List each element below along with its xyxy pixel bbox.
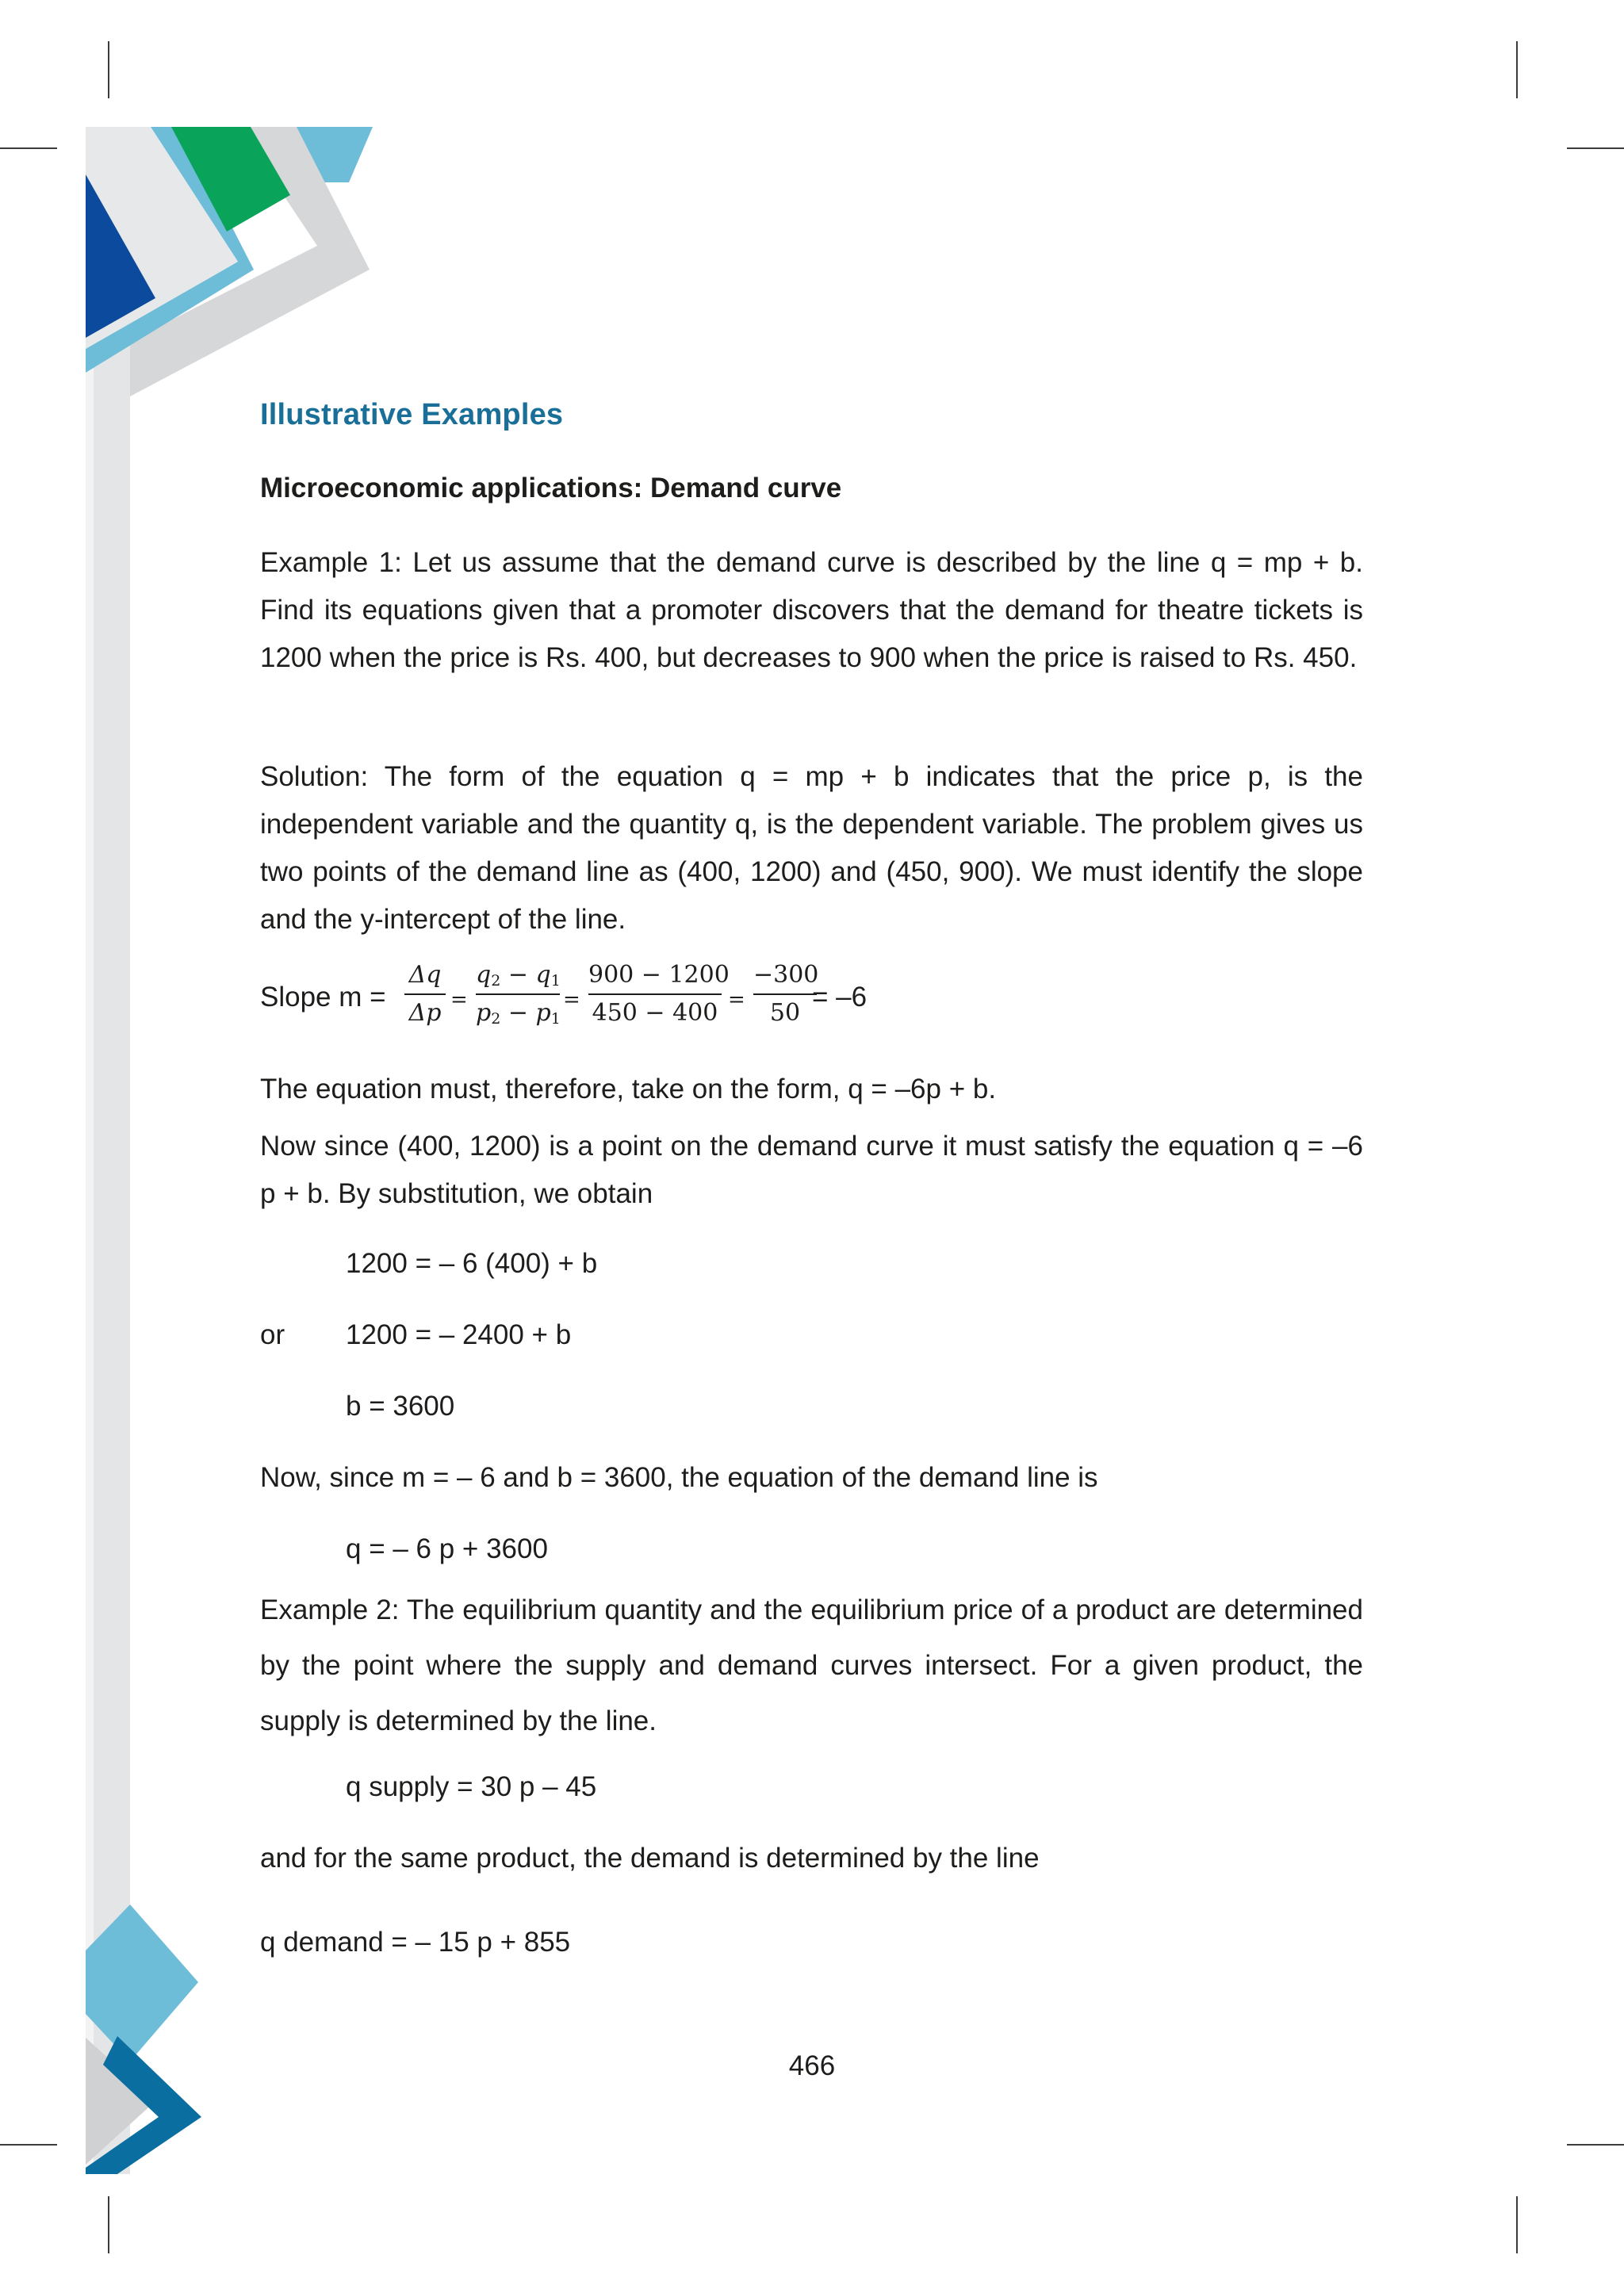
section-heading: Illustrative Examples (260, 398, 564, 431)
page-number: 466 (788, 2050, 836, 2081)
var-q: q (535, 961, 551, 989)
crop-mark (1567, 2144, 1624, 2146)
crop-mark (0, 2144, 57, 2146)
light-blue-diagonal (86, 127, 254, 373)
example1-problem: Example 1: Let us assume that the demand curve is described by the line q = mp + b. Find its equations given that a promoter discovers that the demand for theatre tickets is 1200 when the price is Rs. 400, but decreases to 900 when the price is raised to Rs. 450. (260, 547, 1363, 673)
slope-formula (260, 959, 1053, 1039)
demand-line-equation: q = – 6 p + 3600 (346, 1533, 548, 1564)
fraction-denominator: 450 − 400 (592, 999, 718, 1027)
var-q: q (476, 961, 492, 989)
fraction-delta (404, 959, 446, 1029)
green-shape (171, 127, 290, 232)
dark-blue-triangle (86, 174, 155, 338)
subscript: 1 (550, 1010, 561, 1028)
equals-sign: = (728, 988, 745, 1012)
supply-equation: q supply = 30 p – 45 (346, 1771, 597, 1802)
conclusion-text: Now, since m = – 6 and b = 3600, the equation of the demand line is (260, 1462, 1098, 1493)
light-blue-corner (297, 127, 373, 182)
fraction-points (476, 959, 560, 1029)
substitution-text: Now since (400, 1200) is a point on the demand curve it must satisfy the equation q = –6 p + b. By substitution, we obtain (260, 1131, 1363, 1209)
light-blue-diamond (86, 1904, 198, 2061)
fraction-numerator: Δq (408, 961, 442, 989)
equals-sign: = (450, 988, 468, 1012)
light-grey-panel (86, 127, 238, 349)
fraction-simplified (753, 959, 817, 1029)
subsection-heading: Microeconomic applications: Demand curve (260, 473, 842, 503)
crop-mark (1567, 147, 1624, 149)
crop-mark (108, 41, 109, 98)
fraction-denominator: 50 (769, 999, 801, 1027)
fraction-denominator: Δp (408, 999, 442, 1027)
minus: − (500, 999, 536, 1027)
crop-mark (1516, 41, 1518, 98)
demand-intro-text: and for the same product, the demand is determined by the line (260, 1843, 1040, 1874)
subscript: 2 (491, 972, 501, 990)
grey-diagonal (130, 127, 370, 396)
var-p: p (535, 999, 551, 1027)
slope-result: = –6 (812, 982, 868, 1013)
slope-label: Slope m = (260, 982, 386, 1013)
form-line: The equation must, therefore, take on the form, q = –6p + b. (260, 1074, 997, 1104)
example2-problem: Example 2: The equilibrium quantity and the equilibrium price of a product are determined by the point where the supply and demand curves intersect. For a given product, the supply is determined by the line. (260, 1594, 1363, 1736)
equation-step-1: 1200 = – 6 (400) + b (346, 1248, 598, 1279)
example1-solution: Solution: The form of the equation q = mp + b indicates that the price p, is the independent variable and the quantity q, is the dependent variable. The problem gives us two points of the demand line as (400, 1200) and (450, 900). We must identify the slope and the y-intercept of the line. (260, 761, 1363, 935)
crop-mark (0, 147, 57, 149)
fraction-values (588, 959, 730, 1029)
var-p: p (476, 999, 492, 1027)
white-side-strip (86, 127, 94, 2174)
equals-sign: = (563, 988, 580, 1012)
or-label: or (260, 1319, 285, 1350)
subscript: 1 (550, 972, 561, 990)
crop-mark (108, 2196, 109, 2253)
fraction-numerator: −300 (753, 961, 819, 989)
minus: − (500, 961, 536, 989)
crop-mark (1516, 2196, 1518, 2253)
demand-equation: q demand = – 15 p + 855 (260, 1927, 571, 1958)
grey-side-band (86, 127, 130, 2174)
equation-step-2: 1200 = – 2400 + b (346, 1319, 572, 1350)
equation-step-3: b = 3600 (346, 1391, 455, 1422)
subscript: 2 (491, 1010, 501, 1028)
fraction-numerator: 900 − 1200 (588, 961, 730, 989)
